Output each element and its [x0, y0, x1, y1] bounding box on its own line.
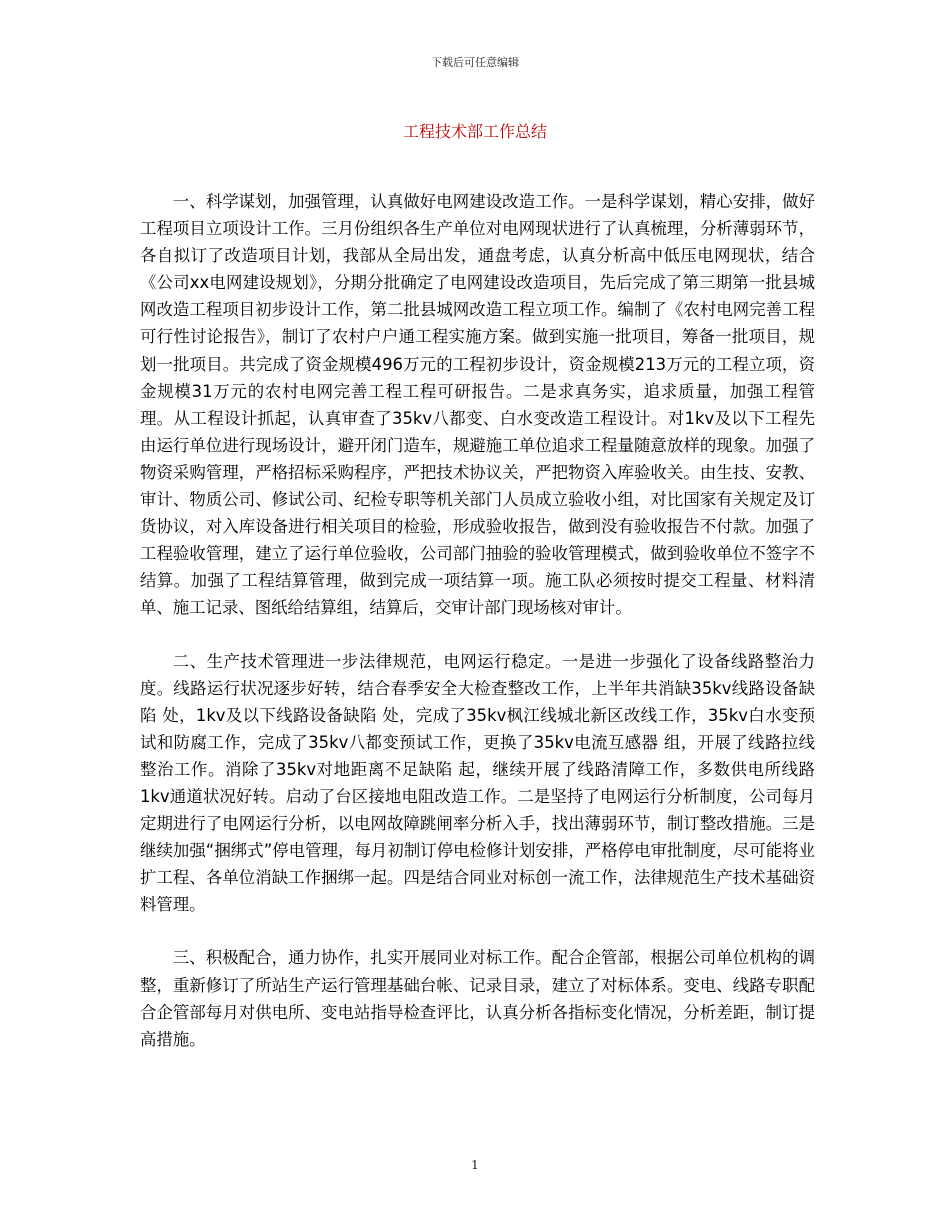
document-title: 工程技术部工作总结 — [402, 122, 547, 141]
paragraph-3: 三、积极配合，通力协作，扎实开展同业对标工作。配合企管部，根据公司单位机构的调整，重新修订了所站生产运行管理基础台帐、记录目录，建立了对标体系。变电、线路专职配合企管部每月对供电所、变电站指导检查评比，认真分析各指标变化情况，分析差距，制订提高措施。 — [140, 948, 815, 1049]
paragraph-1: 一、科学谋划，加强管理，认真做好电网建设改造工作。一是科学谋划，精心安排，做好工程项目立项设计工作。三月份组织各生产单位对电网现状进行了认真梳理，分析薄弱环节，各自拟订了改造项目计划，我部从全局出发，通盘考虑，认真分析高中低压电网现状，结合《公司xx电网建设规划》，分期分批确定了电网建设改造项目，先后完成了第三期第一批县城网改造工程项目初步设计工作，第二批县城网改造工程立项工作。编制了《农村电网完善工程可行性讨论报告》，制订了农村户户通工程实施方案。做到实施一批项目，筹备一批项目，规划一批项目。共完成了资金规模496万元的工程初步设计，资金规模213万元的工程立项，资金规模31万元的农村电网完善工程工程可研报告。二是求真务实，追求质量，加强工程管理。从工程设计抓起，认真审查了35kv八都变、白水变改造工程设计。对1kv及以下工程先由运行单位进行现场设计，避开闭门造车，规避施工单位追求工程量随意放样的现象。加强了物资采购管理，严格招标采购程序，严把技术协议关，严把物资入库验收关。由生技、安教、审计、物质公司、修试公司、纪检专职等机关部门人员成立验收小组，对比国家有关规定及订货协议，对入库设备进行相关项目的检验，形成验收报告，做到没有验收报告不付款。加强了工程验收管理，建立了运行单位验收，公司部门抽验的验收管理模式，做到验收单位不签字不结算。加强了工程结算管理，做到完成一项结算一项。施工队必须按时提交工程量、材料清单、施工记录、图纸给结算组，结算后，交审计部门现场核对审计。 — [140, 192, 815, 618]
header-note: 下载后可任意编辑 — [431, 56, 519, 69]
page-number: 1 — [471, 1158, 479, 1172]
paragraph-2: 二、生产技术管理进一步法律规范，电网运行稳定。一是进一步强化了设备线路整治力度。线路运行状况逐步好转，结合春季安全大检查整改工作，上半年共消缺35kv线路设备缺陷 处，1kv及以下线路设备缺陷 处，完成了35kv枫江线城北新区改线工作，35kv白水变预试和防腐工作，完成了35kv八都变预试工作，更换了35kv电流互感器 组，开展了线路拉线整治工作。消除了35kv对地距离不足缺陷 起，继续开展了线路清障工作，多数供电所线路1kv通道状况好转。启动了台区接地电阻改造工作。二是坚持了电网运行分析制度，公司每月定期进行了电网运行分析，以电网故障跳闸率分析入手，找出薄弱环节，制订整改措施。三是继续加强“捆绑式”停电管理，每月初制订停电检修计划安排，严格停电审批制度，尽可能将业扩工程、各单位消缺工作捆绑一起。四是结合同业对标创一流工作，法律规范生产技术基础资料管理。 — [140, 651, 815, 915]
document-body — [140, 188, 815, 1079]
